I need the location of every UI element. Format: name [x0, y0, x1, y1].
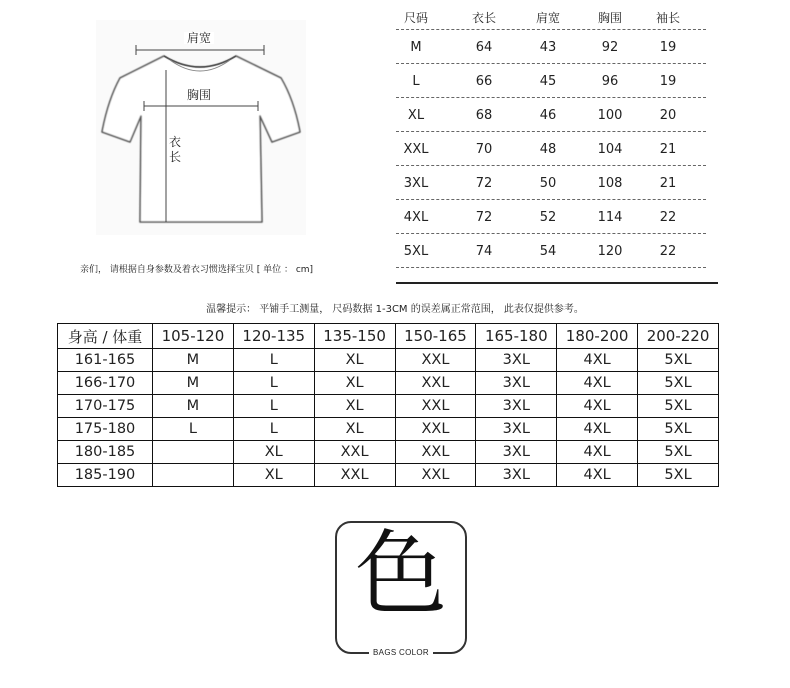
badge-caption — [349, 640, 453, 659]
size-chart-header — [392, 4, 712, 30]
size-cell: XL — [314, 395, 395, 418]
header-length: 衣长 — [471, 10, 496, 25]
sleeve-cell: 19 — [659, 73, 677, 89]
size-cell: 5XL — [403, 243, 429, 259]
size-cell: L — [233, 372, 314, 395]
sleeve-cell: 19 — [659, 39, 677, 55]
size-cell: L — [153, 418, 234, 441]
size-cell: L — [233, 395, 314, 418]
size-cell: XXL — [314, 441, 395, 464]
chest-label: 胸围 — [184, 89, 214, 101]
header-shoulder: 肩宽 — [535, 10, 560, 25]
warm-tip-text: 温馨提示： 平铺手工测量， 尺码数据 1-3CM 的误差属正常范围， 此表仅提供参考。 — [206, 304, 584, 315]
size-row — [392, 30, 712, 64]
shoulder-cell: 54 — [539, 243, 557, 259]
length-cell: 72 — [475, 209, 493, 225]
size-cell: XL — [314, 372, 395, 395]
size-cell: XXL — [395, 349, 476, 372]
shoulder-cell: 52 — [539, 209, 557, 225]
size-row — [392, 132, 712, 166]
color-section-badge — [335, 521, 467, 657]
sleeve-cell: 21 — [659, 141, 677, 157]
size-cell: 5XL — [638, 395, 719, 418]
height-cell: 170-175 — [58, 395, 153, 418]
size-cell: 3XL — [403, 175, 429, 191]
header-sleeve: 袖长 — [655, 10, 680, 25]
size-row — [392, 200, 712, 234]
tshirt-diagram — [96, 20, 306, 235]
length-cell: 68 — [475, 107, 493, 123]
size-cell: XXL — [314, 464, 395, 487]
size-cell — [153, 441, 234, 464]
size-row — [392, 166, 712, 200]
shoulder-cell: 46 — [539, 107, 557, 123]
size-cell: 3XL — [476, 372, 557, 395]
size-cell: 4XL — [403, 209, 429, 225]
height-weight-table — [57, 323, 719, 487]
size-cell: XXL — [403, 141, 429, 157]
size-cell: 5XL — [638, 441, 719, 464]
chest-cell: 104 — [597, 141, 623, 157]
size-cell: 3XL — [476, 395, 557, 418]
table-row — [58, 349, 719, 372]
header-weight-range: 135-150 — [314, 324, 395, 349]
header-weight-range: 200-220 — [638, 324, 719, 349]
length-cell: 72 — [475, 175, 493, 191]
size-cell: M — [153, 349, 234, 372]
table-row — [58, 464, 719, 487]
header-weight-range: 105-120 — [153, 324, 234, 349]
size-cell: XXL — [395, 418, 476, 441]
size-cell: XXL — [395, 395, 476, 418]
size-cell: 5XL — [638, 464, 719, 487]
tshirt-outline-icon — [96, 20, 306, 235]
size-cell: M — [153, 395, 234, 418]
sleeve-cell: 22 — [659, 243, 677, 259]
shoulder-width-label: 肩宽 — [184, 32, 214, 44]
size-cell: 3XL — [476, 464, 557, 487]
measurement-note: 亲们， 请根据自身参数及着衣习惯选择宝贝 [ 单位 ： cm] — [80, 265, 314, 275]
header-weight-range: 150-165 — [395, 324, 476, 349]
height-cell: 180-185 — [58, 441, 153, 464]
height-cell: 175-180 — [58, 418, 153, 441]
size-cell: L — [233, 418, 314, 441]
color-character: 色 — [354, 521, 447, 628]
sleeve-cell: 21 — [659, 175, 677, 191]
chest-cell: 100 — [597, 107, 623, 123]
size-cell: 4XL — [557, 464, 638, 487]
badge-caption-text: BAGS COLOR — [369, 648, 433, 657]
size-cell: XXL — [395, 441, 476, 464]
sleeve-cell: 20 — [659, 107, 677, 123]
header-chest: 胸围 — [597, 10, 622, 25]
size-row — [392, 234, 712, 268]
shoulder-cell: 50 — [539, 175, 557, 191]
size-cell: 4XL — [557, 349, 638, 372]
shoulder-cell: 45 — [539, 73, 557, 89]
header-weight-range: 120-135 — [233, 324, 314, 349]
size-cell: 5XL — [638, 372, 719, 395]
size-cell: L — [412, 73, 420, 89]
sleeve-cell: 22 — [659, 209, 677, 225]
size-cell: M — [410, 39, 422, 55]
size-chart — [392, 4, 712, 268]
length-cell: 74 — [475, 243, 493, 259]
size-cell: XL — [407, 107, 425, 123]
height-cell: 166-170 — [58, 372, 153, 395]
size-cell: XXL — [395, 464, 476, 487]
size-cell: 4XL — [557, 372, 638, 395]
height-cell: 185-190 — [58, 464, 153, 487]
table-row — [58, 418, 719, 441]
size-cell: M — [153, 372, 234, 395]
table-row — [58, 395, 719, 418]
size-cell: 3XL — [476, 418, 557, 441]
header-height-weight: 身高 / 体重 — [58, 324, 153, 349]
size-cell: 3XL — [476, 349, 557, 372]
table-row — [58, 441, 719, 464]
size-cell: 3XL — [476, 441, 557, 464]
chest-cell: 108 — [597, 175, 623, 191]
size-cell: XL — [314, 349, 395, 372]
size-cell: 4XL — [557, 418, 638, 441]
length-cell: 70 — [475, 141, 493, 157]
size-cell — [153, 464, 234, 487]
chest-cell: 120 — [597, 243, 623, 259]
size-cell: 5XL — [638, 349, 719, 372]
table-header-row — [58, 324, 719, 349]
length-cell: 66 — [475, 73, 493, 89]
chest-cell: 92 — [601, 39, 619, 55]
shoulder-cell: 43 — [539, 39, 557, 55]
section-divider — [396, 282, 718, 284]
length-cell: 64 — [475, 39, 493, 55]
header-weight-range: 165-180 — [476, 324, 557, 349]
chest-cell: 114 — [597, 209, 623, 225]
size-row — [392, 64, 712, 98]
length-label: 衣长 — [168, 135, 181, 164]
height-cell: 161-165 — [58, 349, 153, 372]
header-size: 尺码 — [403, 10, 428, 25]
size-cell: 4XL — [557, 395, 638, 418]
size-cell: XL — [233, 464, 314, 487]
size-cell: XXL — [395, 372, 476, 395]
size-cell: XL — [233, 441, 314, 464]
row-divider — [396, 267, 706, 268]
header-weight-range: 180-200 — [557, 324, 638, 349]
chest-cell: 96 — [601, 73, 619, 89]
size-cell: XL — [314, 418, 395, 441]
size-cell: L — [233, 349, 314, 372]
size-row — [392, 98, 712, 132]
size-cell: 5XL — [638, 418, 719, 441]
table-row — [58, 372, 719, 395]
shoulder-cell: 48 — [539, 141, 557, 157]
size-cell: 4XL — [557, 441, 638, 464]
